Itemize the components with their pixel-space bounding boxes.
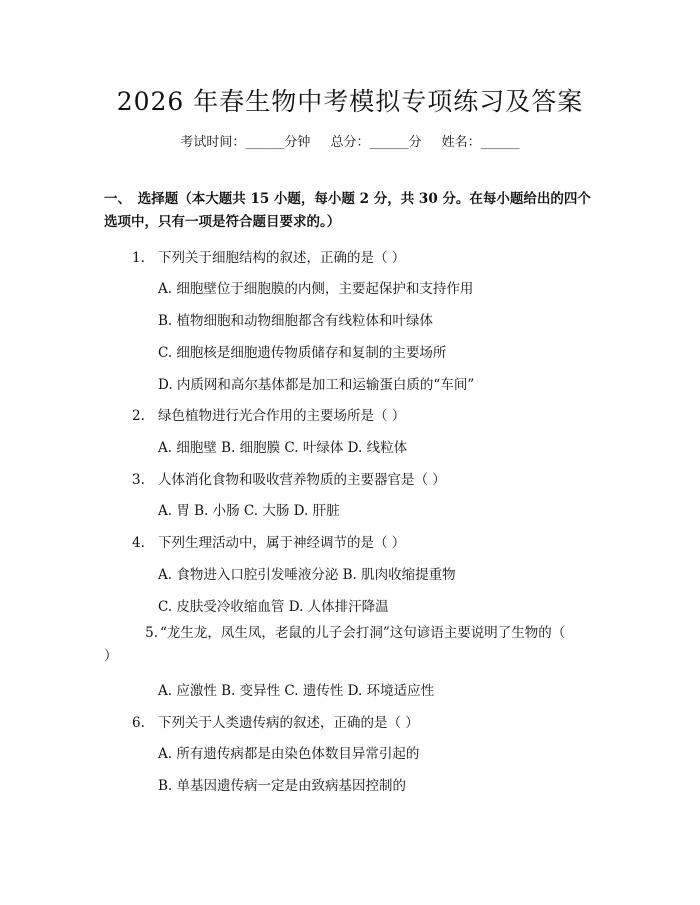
question-text: “龙生龙，凤生凤，老鼠的儿子会打洞”这句谚语主要说明了生物的（ ） xyxy=(104,625,566,664)
question-text: 人体消化食物和吸收营养物质的主要器官是（ ） xyxy=(158,472,446,488)
question-text: 下列生理活动中，属于神经调节的是（ ） xyxy=(158,535,406,551)
question-number: 1. xyxy=(132,250,145,266)
option-1b: B. 植物细胞和动物细胞都含有线粒体和叶绿体 xyxy=(158,313,434,329)
question-text: 绿色植物进行光合作用的主要场所是（ ） xyxy=(158,408,406,424)
option-6b: B. 单基因遗传病一定是由致病基因控制的 xyxy=(158,778,407,794)
option-1c: C. 细胞核是细胞遗传物质储存和复制的主要场所 xyxy=(158,345,447,361)
exam-meta xyxy=(0,131,700,150)
question-4 xyxy=(132,531,405,551)
option-1d: D. 内质网和高尔基体都是加工和运输蛋白质的“车间” xyxy=(158,377,475,393)
question-number: 6. xyxy=(132,715,145,731)
question-5 xyxy=(104,622,574,668)
options-4-line1: A. 食物进入口腔引发唾液分泌 B. 肌肉收缩提重物 xyxy=(158,567,456,583)
options-4-line2: C. 皮肤受冷收缩血管 D. 人体排汗降温 xyxy=(158,599,389,615)
options-3: A. 胃 B. 小肠 C. 大肠 D. 肝脏 xyxy=(158,503,340,519)
question-text: 下列关于细胞结构的叙述，正确的是（ ） xyxy=(158,250,406,266)
question-2 xyxy=(132,404,405,424)
question-text: 下列关于人类遗传病的叙述，正确的是（ ） xyxy=(158,715,419,731)
total-score-field: 总分：______分 xyxy=(330,135,422,150)
exam-time-field: 考试时间：______分钟 xyxy=(180,135,311,150)
question-number: 2. xyxy=(132,408,145,424)
option-1a: A. 细胞壁位于细胞膜的内侧，主要起保护和支持作用 xyxy=(158,281,474,297)
options-2: A. 细胞壁 B. 细胞膜 C. 叶绿体 D. 线粒体 xyxy=(158,440,408,456)
section-heading: 一、 选择题（本大题共 15 小题，每小题 2 分，共 30 分。在每小题给出的四个选项中，只有一项是符合题目要求的。） xyxy=(104,191,591,230)
question-number: 4. xyxy=(132,535,145,551)
question-number: 5. xyxy=(145,625,158,641)
option-6a: A. 所有遗传病都是由染色体数目异常引起的 xyxy=(158,746,420,762)
page-title: 2026 年春生物中考模拟专项练习及答案 xyxy=(116,87,584,116)
question-number: 3. xyxy=(132,472,145,488)
student-name-field: 姓名：______ xyxy=(441,135,520,150)
options-5: A. 应激性 B. 变异性 C. 遗传性 D. 环境适应性 xyxy=(158,683,435,699)
question-1 xyxy=(132,246,405,266)
question-6 xyxy=(132,711,419,731)
question-3 xyxy=(132,468,446,488)
